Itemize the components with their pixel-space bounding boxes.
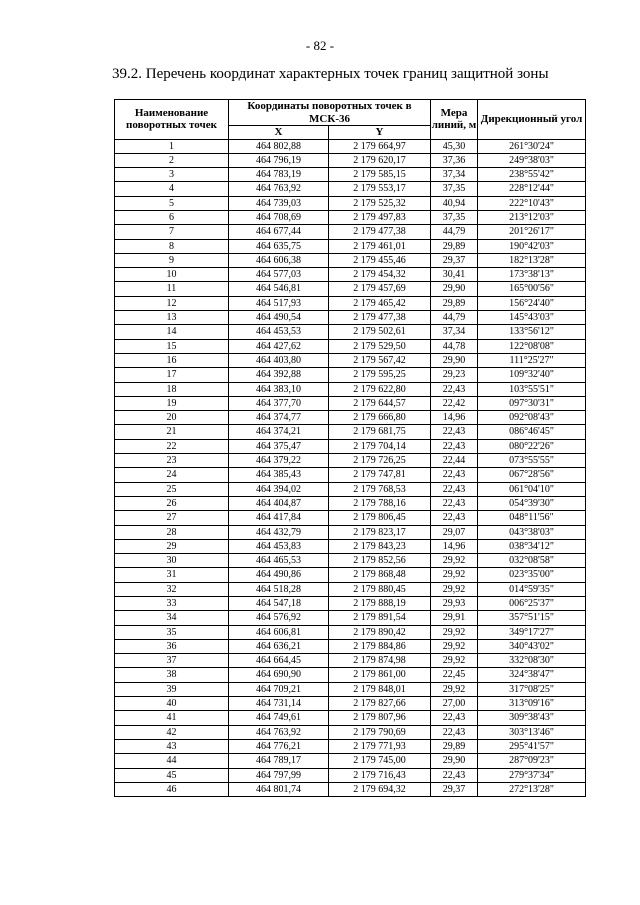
line-length-cell: 29,37 [431, 782, 478, 796]
table-row [115, 468, 586, 482]
y-coordinate-cell: 2 179 620,17 [329, 153, 431, 167]
line-length-cell: 29,07 [431, 525, 478, 539]
x-coordinate-cell: 464 432,79 [229, 525, 329, 539]
line-length-cell: 14,96 [431, 411, 478, 425]
point-number-cell: 8 [115, 239, 229, 253]
line-length-cell: 29,90 [431, 353, 478, 367]
direction-angle-cell: 303°13'46" [478, 725, 586, 739]
point-number-cell: 26 [115, 496, 229, 510]
x-coordinate-cell: 464 796,19 [229, 153, 329, 167]
x-coordinate-cell: 464 776,21 [229, 739, 329, 753]
line-length-cell: 29,92 [431, 682, 478, 696]
direction-angle-cell: 249°38'03" [478, 153, 586, 167]
x-coordinate-cell: 464 635,75 [229, 239, 329, 253]
y-coordinate-cell: 2 179 827,66 [329, 697, 431, 711]
line-length-cell: 27,00 [431, 697, 478, 711]
direction-angle-cell: 061°04'10" [478, 482, 586, 496]
y-coordinate-cell: 2 179 553,17 [329, 182, 431, 196]
table-row [115, 454, 586, 468]
point-number-cell: 14 [115, 325, 229, 339]
line-length-cell: 29,89 [431, 239, 478, 253]
x-coordinate-cell: 464 465,53 [229, 554, 329, 568]
x-coordinate-cell: 464 453,83 [229, 539, 329, 553]
line-length-cell: 29,92 [431, 582, 478, 596]
direction-angle-cell: 111°25'27" [478, 353, 586, 367]
y-coordinate-cell: 2 179 461,01 [329, 239, 431, 253]
table-row [115, 282, 586, 296]
point-number-cell: 10 [115, 268, 229, 282]
y-coordinate-cell: 2 179 716,43 [329, 768, 431, 782]
direction-angle-cell: 086°46'45" [478, 425, 586, 439]
x-coordinate-cell: 464 709,21 [229, 682, 329, 696]
table-row [115, 439, 586, 453]
x-coordinate-cell: 464 383,10 [229, 382, 329, 396]
y-coordinate-cell: 2 179 852,56 [329, 554, 431, 568]
table-row [115, 339, 586, 353]
direction-angle-cell: 133°56'12" [478, 325, 586, 339]
x-coordinate-cell: 464 783,19 [229, 168, 329, 182]
x-coordinate-cell: 464 379,22 [229, 454, 329, 468]
direction-angle-cell: 014°59'35" [478, 582, 586, 596]
point-number-cell: 28 [115, 525, 229, 539]
section-title: 39.2. Перечень координат характерных точек границ защитной зоны [112, 66, 549, 82]
direction-angle-cell: 357°51'15" [478, 611, 586, 625]
x-coordinate-cell: 464 392,88 [229, 368, 329, 382]
y-coordinate-cell: 2 179 861,00 [329, 668, 431, 682]
line-length-cell: 22,43 [431, 425, 478, 439]
table-row [115, 697, 586, 711]
point-number-cell: 23 [115, 454, 229, 468]
page-number: - 82 - [305, 38, 335, 53]
direction-angle-cell: 043°38'03" [478, 525, 586, 539]
y-coordinate-cell: 2 179 567,42 [329, 353, 431, 367]
header-line-length: Мера линий, м [431, 100, 478, 140]
table-row [115, 368, 586, 382]
table-row [115, 711, 586, 725]
point-number-cell: 37 [115, 654, 229, 668]
point-number-cell: 25 [115, 482, 229, 496]
table-row [115, 210, 586, 224]
point-number-cell: 31 [115, 568, 229, 582]
table-row [115, 597, 586, 611]
y-coordinate-cell: 2 179 848,01 [329, 682, 431, 696]
x-coordinate-cell: 464 606,81 [229, 625, 329, 639]
table-header [115, 100, 586, 140]
coordinates-table [114, 99, 586, 797]
line-length-cell: 22,44 [431, 454, 478, 468]
table-row [115, 639, 586, 653]
y-coordinate-cell: 2 179 823,17 [329, 525, 431, 539]
direction-angle-cell: 332°08'30" [478, 654, 586, 668]
line-length-cell: 29,92 [431, 568, 478, 582]
line-length-cell: 22,43 [431, 711, 478, 725]
x-coordinate-cell: 464 546,81 [229, 282, 329, 296]
direction-angle-cell: 201°26'17" [478, 225, 586, 239]
x-coordinate-cell: 464 763,92 [229, 725, 329, 739]
y-coordinate-cell: 2 179 771,93 [329, 739, 431, 753]
table-row [115, 239, 586, 253]
point-number-cell: 41 [115, 711, 229, 725]
x-coordinate-cell: 464 763,92 [229, 182, 329, 196]
table-row [115, 225, 586, 239]
point-number-cell: 2 [115, 153, 229, 167]
x-coordinate-cell: 464 677,44 [229, 225, 329, 239]
direction-angle-cell: 109°32'40" [478, 368, 586, 382]
line-length-cell: 22,43 [431, 482, 478, 496]
y-coordinate-cell: 2 179 666,80 [329, 411, 431, 425]
line-length-cell: 29,37 [431, 253, 478, 267]
line-length-cell: 37,36 [431, 153, 478, 167]
point-number-cell: 36 [115, 639, 229, 653]
direction-angle-cell: 228°12'44" [478, 182, 586, 196]
x-coordinate-cell: 464 577,03 [229, 268, 329, 282]
line-length-cell: 22,43 [431, 768, 478, 782]
y-coordinate-cell: 2 179 525,32 [329, 196, 431, 210]
table-row [115, 668, 586, 682]
y-coordinate-cell: 2 179 664,97 [329, 139, 431, 153]
y-coordinate-cell: 2 179 888,19 [329, 597, 431, 611]
point-number-cell: 3 [115, 168, 229, 182]
point-number-cell: 34 [115, 611, 229, 625]
x-coordinate-cell: 464 708,69 [229, 210, 329, 224]
direction-angle-cell: 324°38'47" [478, 668, 586, 682]
table-body [115, 139, 586, 797]
direction-angle-cell: 238°55'42" [478, 168, 586, 182]
point-number-cell: 29 [115, 539, 229, 553]
y-coordinate-cell: 2 179 880,45 [329, 582, 431, 596]
table-row [115, 654, 586, 668]
point-number-cell: 5 [115, 196, 229, 210]
x-coordinate-cell: 464 789,17 [229, 754, 329, 768]
point-number-cell: 11 [115, 282, 229, 296]
x-coordinate-cell: 464 490,86 [229, 568, 329, 582]
y-coordinate-cell: 2 179 497,83 [329, 210, 431, 224]
x-coordinate-cell: 464 731,14 [229, 697, 329, 711]
point-number-cell: 43 [115, 739, 229, 753]
y-coordinate-cell: 2 179 455,46 [329, 253, 431, 267]
direction-angle-cell: 097°30'31" [478, 396, 586, 410]
x-coordinate-cell: 464 606,38 [229, 253, 329, 267]
line-length-cell: 45,30 [431, 139, 478, 153]
direction-angle-cell: 279°37'34" [478, 768, 586, 782]
x-coordinate-cell: 464 377,70 [229, 396, 329, 410]
header-coordinates: Координаты поворотных точек в МСК-36 [229, 100, 431, 126]
point-number-cell: 33 [115, 597, 229, 611]
x-coordinate-cell: 464 490,54 [229, 311, 329, 325]
direction-angle-cell: 340°43'02" [478, 639, 586, 653]
y-coordinate-cell: 2 179 681,75 [329, 425, 431, 439]
y-coordinate-cell: 2 179 694,32 [329, 782, 431, 796]
direction-angle-cell: 092°08'43" [478, 411, 586, 425]
line-length-cell: 44,78 [431, 339, 478, 353]
table-row [115, 611, 586, 625]
table-row [115, 739, 586, 753]
line-length-cell: 29,91 [431, 611, 478, 625]
header-y: Y [329, 126, 431, 140]
x-coordinate-cell: 464 374,77 [229, 411, 329, 425]
table-row [115, 582, 586, 596]
table-row [115, 296, 586, 310]
point-number-cell: 20 [115, 411, 229, 425]
line-length-cell: 22,45 [431, 668, 478, 682]
line-length-cell: 37,34 [431, 325, 478, 339]
table-row [115, 511, 586, 525]
line-length-cell: 29,89 [431, 739, 478, 753]
table-row [115, 754, 586, 768]
header-direction-angle: Дирекционный угол [478, 100, 586, 140]
x-coordinate-cell: 464 385,43 [229, 468, 329, 482]
point-number-cell: 42 [115, 725, 229, 739]
x-coordinate-cell: 464 403,80 [229, 353, 329, 367]
line-length-cell: 37,34 [431, 168, 478, 182]
line-length-cell: 44,79 [431, 311, 478, 325]
point-number-cell: 21 [115, 425, 229, 439]
x-coordinate-cell: 464 664,45 [229, 654, 329, 668]
table-row [115, 268, 586, 282]
direction-angle-cell: 173°38'13" [478, 268, 586, 282]
y-coordinate-cell: 2 179 891,54 [329, 611, 431, 625]
point-number-cell: 39 [115, 682, 229, 696]
table-row [115, 768, 586, 782]
y-coordinate-cell: 2 179 529,50 [329, 339, 431, 353]
table-row [115, 353, 586, 367]
y-coordinate-cell: 2 179 726,25 [329, 454, 431, 468]
direction-angle-cell: 222°10'43" [478, 196, 586, 210]
y-coordinate-cell: 2 179 465,42 [329, 296, 431, 310]
point-number-cell: 1 [115, 139, 229, 153]
point-number-cell: 18 [115, 382, 229, 396]
x-coordinate-cell: 464 636,21 [229, 639, 329, 653]
line-length-cell: 14,96 [431, 539, 478, 553]
direction-angle-cell: 349°17'27" [478, 625, 586, 639]
y-coordinate-cell: 2 179 806,45 [329, 511, 431, 525]
direction-angle-cell: 080°22'26" [478, 439, 586, 453]
line-length-cell: 29,92 [431, 654, 478, 668]
point-number-cell: 17 [115, 368, 229, 382]
table-row [115, 253, 586, 267]
point-number-cell: 19 [115, 396, 229, 410]
point-number-cell: 15 [115, 339, 229, 353]
y-coordinate-cell: 2 179 477,38 [329, 225, 431, 239]
line-length-cell: 22,43 [431, 725, 478, 739]
line-length-cell: 29,92 [431, 625, 478, 639]
direction-angle-cell: 032°08'58" [478, 554, 586, 568]
line-length-cell: 22,43 [431, 439, 478, 453]
x-coordinate-cell: 464 374,21 [229, 425, 329, 439]
direction-angle-cell: 156°24'40" [478, 296, 586, 310]
table-row [115, 425, 586, 439]
y-coordinate-cell: 2 179 884,86 [329, 639, 431, 653]
line-length-cell: 22,43 [431, 511, 478, 525]
y-coordinate-cell: 2 179 747,81 [329, 468, 431, 482]
line-length-cell: 29,23 [431, 368, 478, 382]
x-coordinate-cell: 464 427,62 [229, 339, 329, 353]
line-length-cell: 29,92 [431, 554, 478, 568]
y-coordinate-cell: 2 179 807,96 [329, 711, 431, 725]
x-coordinate-cell: 464 518,28 [229, 582, 329, 596]
line-length-cell: 22,42 [431, 396, 478, 410]
point-number-cell: 44 [115, 754, 229, 768]
point-number-cell: 12 [115, 296, 229, 310]
y-coordinate-cell: 2 179 868,48 [329, 568, 431, 582]
table-row [115, 782, 586, 796]
table-row [115, 139, 586, 153]
line-length-cell: 37,35 [431, 182, 478, 196]
direction-angle-cell: 006°25'37" [478, 597, 586, 611]
point-number-cell: 13 [115, 311, 229, 325]
point-number-cell: 22 [115, 439, 229, 453]
x-coordinate-cell: 464 547,18 [229, 597, 329, 611]
direction-angle-cell: 103°55'51" [478, 382, 586, 396]
y-coordinate-cell: 2 179 585,15 [329, 168, 431, 182]
table-row [115, 311, 586, 325]
direction-angle-cell: 165°00'56" [478, 282, 586, 296]
line-length-cell: 29,92 [431, 639, 478, 653]
table-row [115, 396, 586, 410]
x-coordinate-cell: 464 417,84 [229, 511, 329, 525]
table-row [115, 625, 586, 639]
direction-angle-cell: 317°08'25" [478, 682, 586, 696]
line-length-cell: 40,94 [431, 196, 478, 210]
point-number-cell: 9 [115, 253, 229, 267]
direction-angle-cell: 048°11'56" [478, 511, 586, 525]
direction-angle-cell: 261°30'24" [478, 139, 586, 153]
x-coordinate-cell: 464 375,47 [229, 439, 329, 453]
y-coordinate-cell: 2 179 644,57 [329, 396, 431, 410]
direction-angle-cell: 313°09'16" [478, 697, 586, 711]
y-coordinate-cell: 2 179 745,00 [329, 754, 431, 768]
table-row [115, 554, 586, 568]
line-length-cell: 37,35 [431, 210, 478, 224]
table-row [115, 568, 586, 582]
line-length-cell: 22,43 [431, 496, 478, 510]
table-row [115, 196, 586, 210]
point-number-cell: 30 [115, 554, 229, 568]
x-coordinate-cell: 464 404,87 [229, 496, 329, 510]
point-number-cell: 38 [115, 668, 229, 682]
table-row [115, 682, 586, 696]
line-length-cell: 29,90 [431, 754, 478, 768]
y-coordinate-cell: 2 179 454,32 [329, 268, 431, 282]
point-number-cell: 4 [115, 182, 229, 196]
table-row [115, 382, 586, 396]
y-coordinate-cell: 2 179 477,38 [329, 311, 431, 325]
table-row [115, 539, 586, 553]
x-coordinate-cell: 464 394,02 [229, 482, 329, 496]
point-number-cell: 6 [115, 210, 229, 224]
point-number-cell: 32 [115, 582, 229, 596]
line-length-cell: 29,90 [431, 282, 478, 296]
y-coordinate-cell: 2 179 768,53 [329, 482, 431, 496]
table-row [115, 325, 586, 339]
y-coordinate-cell: 2 179 457,69 [329, 282, 431, 296]
direction-angle-cell: 272°13'28" [478, 782, 586, 796]
point-number-cell: 24 [115, 468, 229, 482]
direction-angle-cell: 182°13'28" [478, 253, 586, 267]
y-coordinate-cell: 2 179 595,25 [329, 368, 431, 382]
line-length-cell: 29,89 [431, 296, 478, 310]
y-coordinate-cell: 2 179 874,98 [329, 654, 431, 668]
y-coordinate-cell: 2 179 704,14 [329, 439, 431, 453]
table-row [115, 411, 586, 425]
line-length-cell: 22,43 [431, 382, 478, 396]
x-coordinate-cell: 464 453,53 [229, 325, 329, 339]
table-row [115, 525, 586, 539]
line-length-cell: 44,79 [431, 225, 478, 239]
point-number-cell: 45 [115, 768, 229, 782]
x-coordinate-cell: 464 517,93 [229, 296, 329, 310]
point-number-cell: 46 [115, 782, 229, 796]
header-point-name: Наименование поворотных точек [115, 100, 229, 140]
direction-angle-cell: 054°39'30" [478, 496, 586, 510]
x-coordinate-cell: 464 797,99 [229, 768, 329, 782]
direction-angle-cell: 213°12'03" [478, 210, 586, 224]
direction-angle-cell: 038°34'12" [478, 539, 586, 553]
line-length-cell: 29,93 [431, 597, 478, 611]
x-coordinate-cell: 464 576,92 [229, 611, 329, 625]
x-coordinate-cell: 464 690,90 [229, 668, 329, 682]
point-number-cell: 16 [115, 353, 229, 367]
header-x: X [229, 126, 329, 140]
direction-angle-cell: 023°35'00" [478, 568, 586, 582]
x-coordinate-cell: 464 739,03 [229, 196, 329, 210]
point-number-cell: 7 [115, 225, 229, 239]
y-coordinate-cell: 2 179 502,61 [329, 325, 431, 339]
direction-angle-cell: 295°41'57" [478, 739, 586, 753]
direction-angle-cell: 287°09'23" [478, 754, 586, 768]
y-coordinate-cell: 2 179 790,69 [329, 725, 431, 739]
x-coordinate-cell: 464 801,74 [229, 782, 329, 796]
direction-angle-cell: 145°43'03" [478, 311, 586, 325]
y-coordinate-cell: 2 179 890,42 [329, 625, 431, 639]
table-row [115, 168, 586, 182]
direction-angle-cell: 067°28'56" [478, 468, 586, 482]
table-row [115, 182, 586, 196]
direction-angle-cell: 190°42'03" [478, 239, 586, 253]
line-length-cell: 30,41 [431, 268, 478, 282]
point-number-cell: 35 [115, 625, 229, 639]
point-number-cell: 27 [115, 511, 229, 525]
direction-angle-cell: 122°08'08" [478, 339, 586, 353]
direction-angle-cell: 309°38'43" [478, 711, 586, 725]
x-coordinate-cell: 464 749,61 [229, 711, 329, 725]
table-row [115, 482, 586, 496]
y-coordinate-cell: 2 179 843,23 [329, 539, 431, 553]
x-coordinate-cell: 464 802,88 [229, 139, 329, 153]
y-coordinate-cell: 2 179 622,80 [329, 382, 431, 396]
y-coordinate-cell: 2 179 788,16 [329, 496, 431, 510]
direction-angle-cell: 073°55'55" [478, 454, 586, 468]
line-length-cell: 22,43 [431, 468, 478, 482]
table-row [115, 496, 586, 510]
point-number-cell: 40 [115, 697, 229, 711]
table-row [115, 153, 586, 167]
table-row [115, 725, 586, 739]
